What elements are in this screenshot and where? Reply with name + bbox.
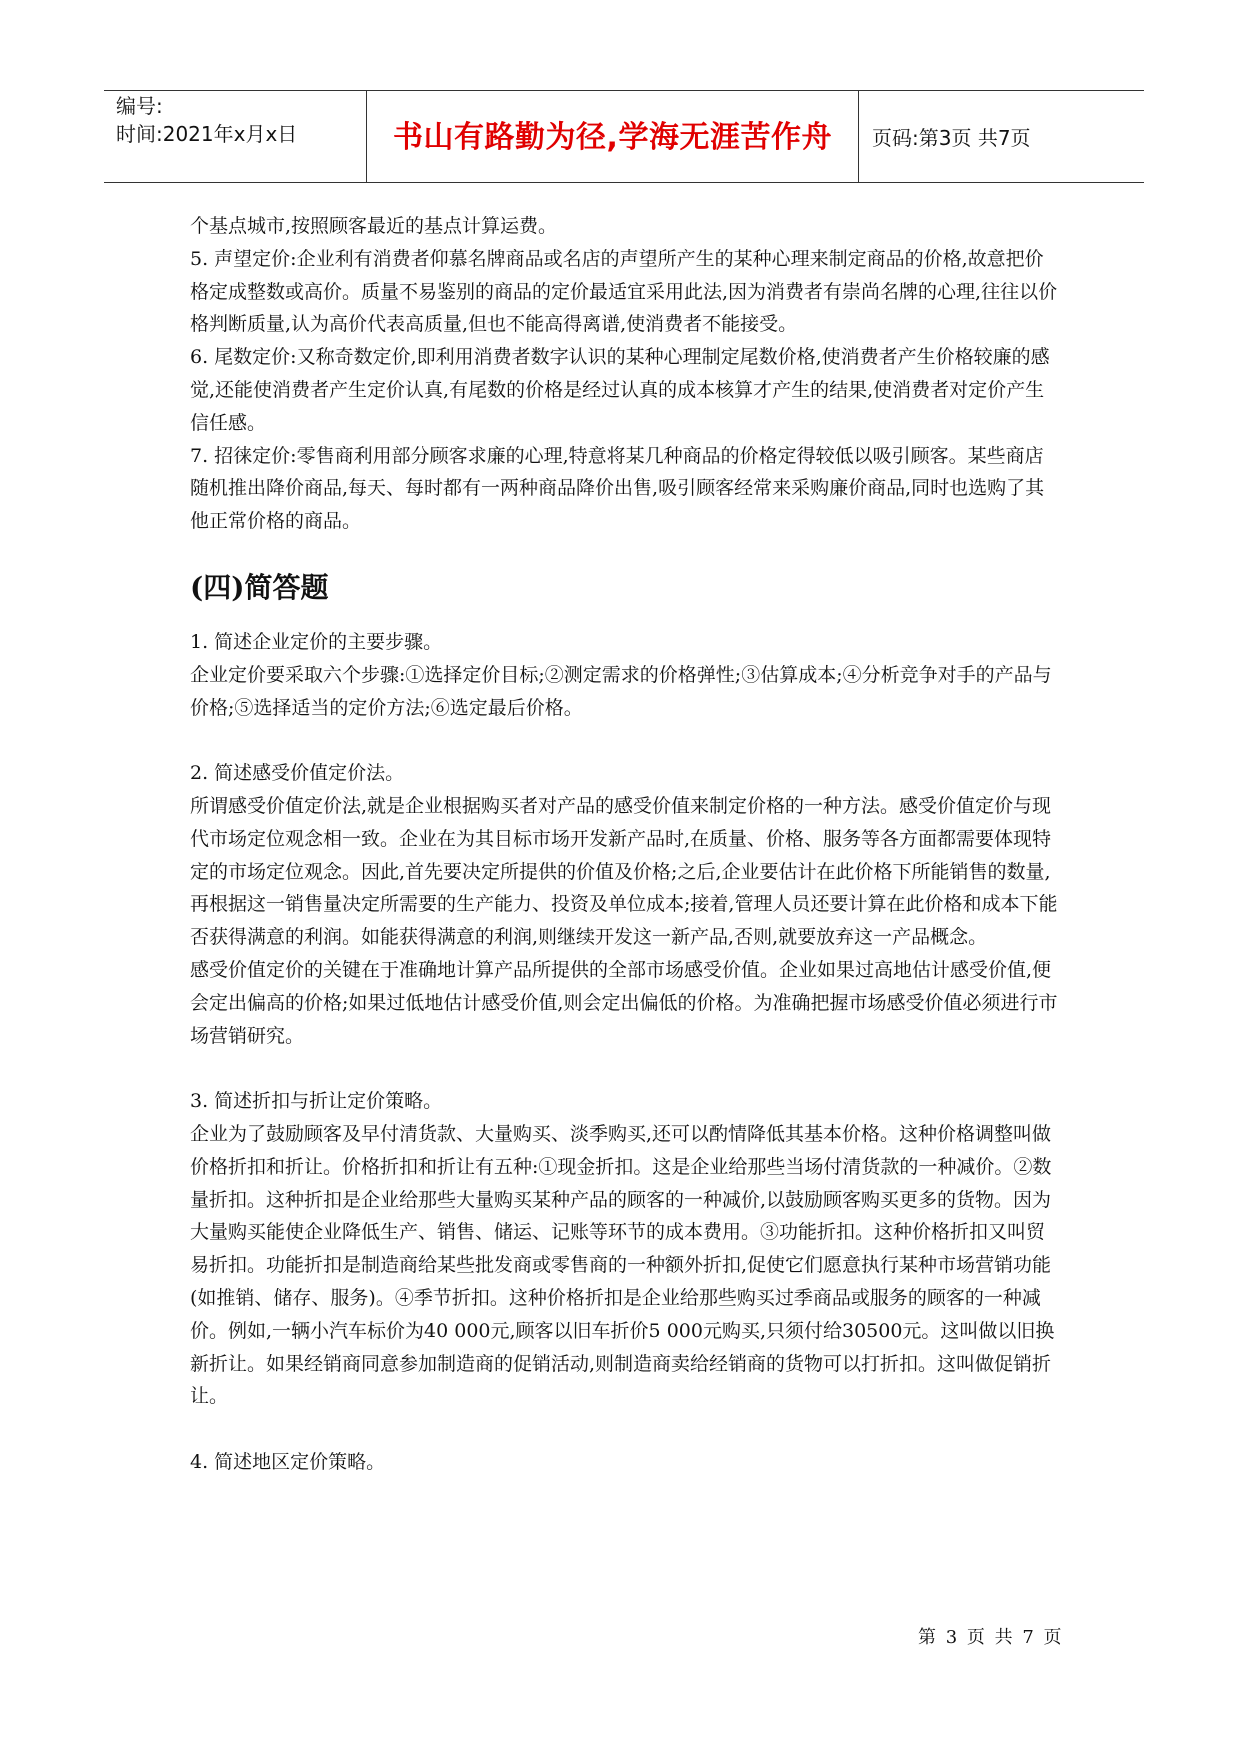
footer-page-number: 第 3 页 共 7 页: [918, 1627, 1064, 1648]
header-time-label: 时间:2021年x月x日: [116, 122, 298, 146]
paragraph: 7. 招徕定价:零售商利用部分顾客求廉的心理,特意将某几种商品的价格定得较低以吸引顾客。某些商店随机推出降价商品,每天、每时都有一两种商品降价出售,吸引顾客经常来采购廉价商品,同时也选购了其他正常价格的商品。: [190, 444, 1045, 533]
header-divider-right: [858, 90, 859, 182]
document-body: [190, 210, 1060, 1479]
header-left-block: [116, 92, 297, 148]
answer-paragraph: 所谓感受价值定价法,就是企业根据购买者对产品的感受价值来制定价格的一种方法。感受价值定价与现代市场定位观念相一致。企业在为其目标市场开发新产品时,在质量、价格、服务等各方面都需要体现特定的市场定位观念。因此,首先要决定所提供的价值及价格;之后,企业要估计在此价格下所能销售的数量,再根据这一销售量决定所需要的生产能力、投资及单位成本;接着,管理人员还要计算在此价格和成本下能否获得满意的利润。如能获得满意的利润,则继续开发这一新产品,否则,就要放弃这一产品概念。: [190, 794, 1058, 949]
answer-paragraph: 企业为了鼓励顾客及早付清货款、大量购买、淡季购买,还可以酌情降低其基本价格。这种价格调整叫做价格折扣和折让。价格折扣和折让有五种:①现金折扣。这是企业给那些当场付清货款的一种减价。②数量折扣。这种折扣是企业给那些大量购买某种产品的顾客的一种减价,以鼓励顾客购买更多的货物。因为大量购买能使企业降低生产、销售、储运、记账等环节的成本费用。③功能折扣。这种价格折扣又叫贸易折扣。功能折扣是制造商给某些批发商或零售商的一种额外折扣,促使它们愿意执行某种市场营销功能(如推销、储存、服务)。④季节折扣。这种价格折扣是企业给那些购买过季商品或服务的顾客的一种减价。例如,一辆小汽车标价为40 000元,顾客以旧车折价5 000元购买,只须付给30500元。这叫做以旧换新折让。如果经销商同意参加制造商的促销活动,则制造商卖给经销商的货物可以打折扣。这叫做促销折让。: [190, 1122, 1055, 1408]
answer-paragraph: 企业定价要采取六个步骤:①选择定价目标;②测定需求的价格弹性;③估算成本;④分析竞争对手的产品与价格;⑤选择适当的定价方法;⑥选定最后价格。: [190, 663, 1052, 719]
answer-paragraph: 感受价值定价的关键在于准确地计算产品所提供的全部市场感受价值。企业如果过高地估计感受价值,便会定出偏高的价格;如果过低地估计感受价值,则会定出偏低的价格。为准确把握市场感受价值必须进行市场营销研究。: [190, 958, 1058, 1047]
header-page-info: 页码:第3页 共7页: [872, 126, 1031, 150]
paragraph: 6. 尾数定价:又称奇数定价,即利用消费者数字认识的某种心理制定尾数价格,使消费者产生价格较廉的感觉,还能使消费者产生定价认真,有尾数的价格是经过认真的成本核算才产生的结果,使消费者对定价产生信任感。: [190, 346, 1050, 434]
spacer: [190, 1413, 1060, 1446]
header-top-rule: [104, 90, 1144, 91]
header-bottom-rule: [104, 182, 1144, 183]
spacer: [190, 1052, 1060, 1085]
question-title: 4. 简述地区定价策略。: [190, 1450, 386, 1473]
question-title: 2. 简述感受价值定价法。: [190, 762, 405, 785]
question-title: 3. 简述折扣与折让定价策略。: [190, 1090, 443, 1113]
header-motto: 书山有路勤为径,学海无涯苦作舟: [393, 120, 832, 155]
paragraph: 个基点城市,按照顾客最近的基点计算运费。: [190, 215, 558, 237]
section-title: (四)简答题: [190, 570, 329, 604]
paragraph: 5. 声望定价:企业利有消费者仰慕名牌商品或名店的声望所产生的某种心理来制定商品的价格,故意把价格定成整数或高价。质量不易鉴别的商品的定价最适宜采用此法,因为消费者有崇尚名牌的心理,往往以价格判断质量,认为高价代表高质量,但也不能高得离谱,使消费者不能接受。: [190, 247, 1058, 336]
spacer: [190, 724, 1060, 757]
header-number-label: 编号:: [116, 94, 163, 118]
question-title: 1. 简述企业定价的主要步骤。: [190, 630, 443, 653]
